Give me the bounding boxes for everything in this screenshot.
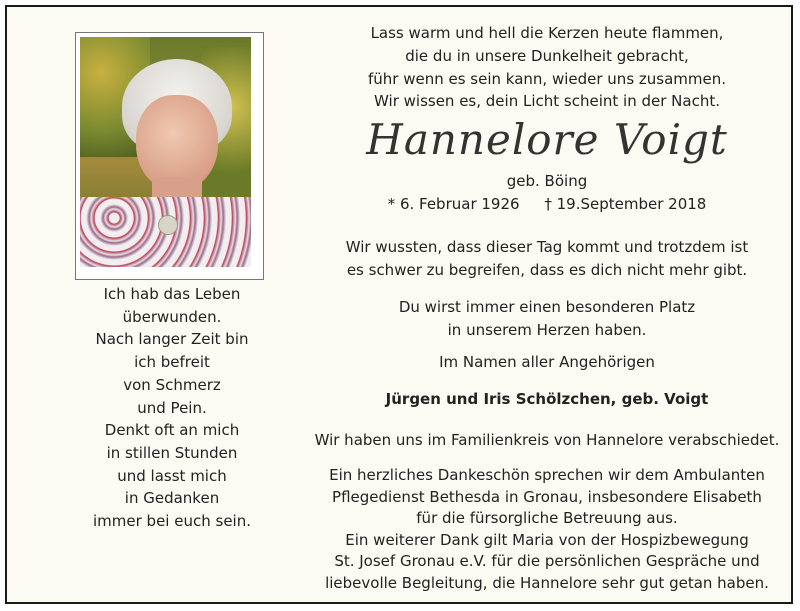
paragraph-line: Du wirst immer einen besonderen Platz (398, 298, 696, 316)
birth-name: geb. Böing (506, 172, 588, 190)
thanks-line: liebevolle Begleitung, die Hannelore sehr gut getan haben. (325, 573, 769, 592)
poem-line: in stillen Stunden (106, 443, 238, 462)
thanks-line: Pflegedienst Bethesda in Gronau, insbesondere Elisabeth (332, 487, 762, 506)
verse (307, 22, 787, 113)
poem-line: immer bei euch sein. (93, 512, 251, 531)
paragraph-line: es schwer zu begreifen, dass es dich nicht mehr gibt. (346, 260, 748, 279)
life-dates (307, 195, 787, 213)
thanks-paragraph (307, 465, 787, 594)
condolence-paragraph (307, 236, 787, 281)
birth-date: * 6. Februar 1926 (387, 195, 520, 213)
thanks-line: St. Josef Gronau e.V. für die persönlichen Gespräche und (334, 552, 760, 570)
verse-line: die du in unsere Dunkelheit gebracht, (405, 46, 689, 65)
deceased-name: Hannelore Voigt (366, 115, 728, 164)
family-intro: Im Namen aller Angehörigen (439, 353, 655, 371)
poem-line: Ich hab das Leben (103, 285, 241, 303)
family-names: Jürgen und Iris Schölzchen, geb. Voigt (385, 390, 709, 408)
verse-line: Wir wissen es, dein Licht scheint in der Nacht. (374, 92, 720, 111)
poem-line: überwunden. (122, 307, 222, 326)
poem-line: und lasst mich (117, 466, 227, 485)
poem-line: in Gedanken (124, 489, 220, 508)
farewell-note: Wir haben uns im Familienkreis von Hannelore verabschiedet. (314, 431, 780, 449)
paragraph-line: Wir wussten, dass dieser Tag kommt und trotzdem ist (345, 238, 749, 256)
verse-line: führ wenn es sein kann, wieder uns zusammen. (367, 69, 727, 88)
poem (47, 283, 297, 533)
obituary-card (5, 5, 793, 604)
poem-line: Denkt oft an mich (104, 421, 240, 440)
poem-line: ich befreit (134, 353, 210, 372)
thanks-line: Ein weiterer Dank gilt Maria von der Hospizbewegung (345, 530, 749, 549)
poem-line: und Pein. (137, 398, 207, 417)
portrait-frame (75, 32, 264, 280)
thanks-line: Ein herzliches Dankeschön sprechen wir dem Ambulanten (329, 466, 765, 484)
portrait-photo (80, 37, 251, 267)
verse-line: Lass warm und hell die Kerzen heute flammen, (370, 24, 724, 42)
death-date: † 19.September 2018 (544, 195, 707, 213)
thanks-line: für die fürsorgliche Betreuung aus. (416, 509, 678, 527)
poem-line: Nach langer Zeit bin (95, 330, 249, 349)
paragraph-line: in unserem Herzen haben. (447, 320, 647, 339)
poem-line: von Schmerz (123, 375, 221, 394)
memory-paragraph (307, 296, 787, 341)
